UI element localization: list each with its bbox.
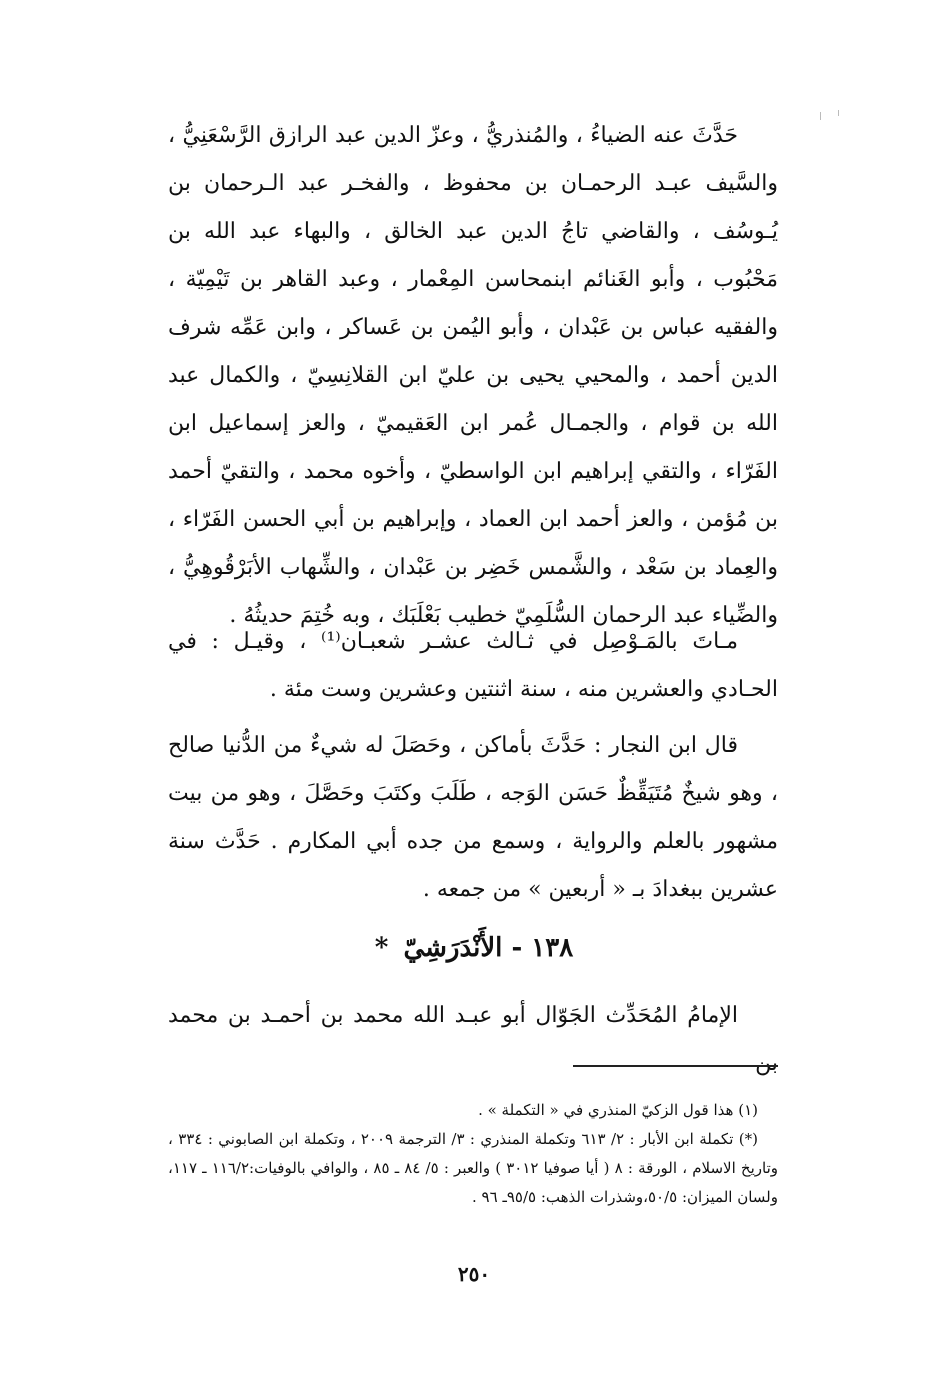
page-number: ٢٥٠: [457, 1262, 491, 1286]
scan-speck: [820, 112, 821, 120]
biography-paragraph-ibn-najjar: قال ابن النجار : حَدَّثَ بأماكن ، وحَصَلَ له شيءٌ من الدُّنيا صالح ، وهو شيخٌ مُتَيَقِّظٌ حَسَن الوَجه ، طَلَبَ وكتَبَ وحَصَّلَ ، وهو من بيت مشهور بالعلم والرواية ، وسمع من جده أبي المكارم . حَدَّث سنة عشرين ببغدادَ بـ « أربعين » من جمعه .: [168, 733, 778, 902]
entry-heading: [0, 928, 948, 968]
footnotes: [168, 1096, 778, 1212]
biography-paragraph-narrators: حَدَّثَ عنه الضياءُ ، والمُنذريُّ ، وعزّ الدين عبد الرازق الرَّسْعَنِيُّ ، والسَّيف عبـد الرحمـان بن محفوظ ، والفخـر عبد الـرحمان بن يُـوسُف ، والقاضي تاجُ الدين عبد الخالق ، والبهاء عبد الله بن مَحْبُوب ، وأبو الغَنائم ابنمحاسن المِعْمار ، وعبد القاهر بن تَيْمِيّة ، والفقيه عباس بن عَبْدان ، وأبو اليُمن بن عَساكر ، وابن عَمِّه شرف الدين أحمد ، والمحيي يحيى بن عليّ ابن القلانِسِيّ ، والكمال عبد الله بن قوام ، والجمـال عُمر ابن العَقيميّ ، والعز إسماعيل ابن الفَرّاء ، والتقي إبراهيم ابن الواسطيّ ، وأخوه محمد ، والتقيّ أحمد بن مُؤمن ، والعز أحمد ابن العماد ، وإبراهيم بن أبي الحسن الفَرّاء ، والعِماد بن سَعْد ، والشَّمس خَضِر بن عَبْدان ، والشِّهاب الأبَرْقُوهِيُّ ، والضِّياء عبد الرحمان السُّلَمِيّ خطيب بَعْلَبَك ، وبه خُتِمَ حديثُهُ .: [168, 123, 778, 628]
scan-speck: [838, 110, 839, 116]
footnote-star: (*) تكملة ابن الأبار : ٢/ ٦١٣ وتكملة المنذري : ٣/ الترجمة ٢٠٠٩ ، وتكملة ابن الصابوني : ٣٣٤ ، وتاريخ الاسلام ، الورقة : ٨ ( أيا صوفيا ٣٠١٢ ) والعبر : ٥/ ٨٤ ـ ٨٥ ، والوافي بالوفيات:١١٦/٢ ـ ١١٧، ولسان الميزان: ٥٠/٥،وشذرات الذهب: ٩٥/٥ـ ٩٦ .: [168, 1130, 778, 1206]
entry-heading-title: ١٣٨ - الأَنْدَرَشِيّ: [403, 933, 574, 963]
biography-paragraph-death: مـاتَ بالمَـوْصِل في ثـالث عشـر شعبـان⁽¹⁾ ، وقيـل : في الحـادي والعشرين منه ، سنة اثنتين وعشرين وست مئة .: [168, 629, 778, 702]
biography-paragraph-opening: الإمامُ المُحَدِّث الجَوّال أبو عبـد الله محمد بن أحمـد بن محمد بن: [168, 1003, 778, 1076]
footnote-1: (١) هذا قول الزكيّ المنذري في « التكملة » .: [478, 1101, 758, 1119]
entry-heading-marker: *: [374, 933, 389, 963]
footnote-divider: [573, 1065, 778, 1067]
